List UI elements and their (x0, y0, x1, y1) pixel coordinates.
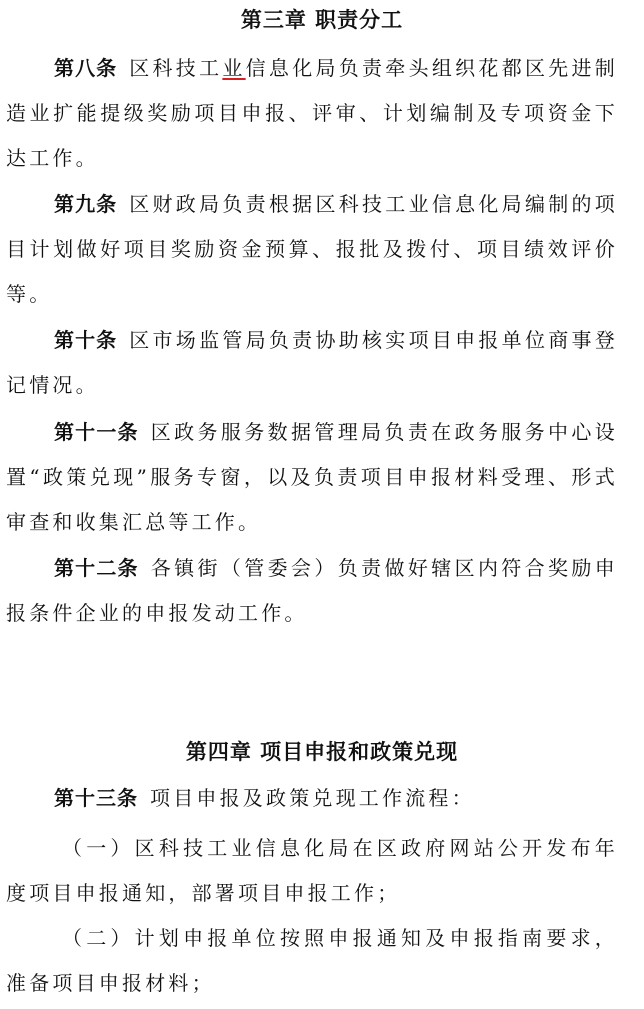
article-9 (6, 182, 618, 317)
article-13-text: 项目申报及政策兑现工作流程： (150, 786, 475, 810)
article-8-marked-char: 业 (222, 56, 246, 80)
chapter-3-title: 第三章 职责分工 (240, 8, 404, 32)
article-13-label: 第十三条 (54, 786, 138, 810)
article-10-label: 第十条 (54, 328, 118, 352)
step-1: （一）区科技工业信息化局在区政府网站公开发布年度项目申报通知，部署项目申报工作； (6, 836, 618, 905)
chapter-4-title: 第四章 项目申报和政策兑现 (185, 740, 459, 764)
article-8-label: 第八条 (54, 56, 118, 80)
article-12-label: 第十二条 (54, 556, 139, 580)
article-12 (6, 546, 618, 636)
step-2: （二）计划申报单位按照申报通知及申报指南要求，准备项目申报材料； (6, 926, 618, 995)
article-11 (6, 410, 618, 545)
article-10-text: 区市场监管局负责协助核实项目申报单位商事登记情况。 (6, 328, 618, 397)
article-11-label: 第十一条 (54, 420, 139, 444)
article-8 (6, 46, 618, 181)
article-13 (6, 776, 618, 821)
article-10 (6, 318, 618, 408)
article-9-label: 第九条 (54, 192, 118, 216)
article-12-text: 各镇街（管委会）负责做好辖区内符合奖励申报条件企业的申报发动工作。 (6, 556, 619, 625)
article-8-text-b: 信息化局负责牵头组织花都区先进制造业扩能提级奖励项目申报、评审、计划编制及专项资金下达工作。 (6, 56, 619, 170)
article-9-text: 区财政局负责根据区科技工业信息化局编制的项目计划做好项目奖励资金预算、报批及拨付、项目绩效评价等。 (6, 192, 618, 306)
article-8-text-a: 区科技工 (129, 56, 223, 80)
article-11-text: 区政务服务数据管理局负责在政务服务中心设置“政策兑现”服务专窗，以及负责项目申报材料受理、形式审查和收集汇总等工作。 (6, 420, 619, 534)
